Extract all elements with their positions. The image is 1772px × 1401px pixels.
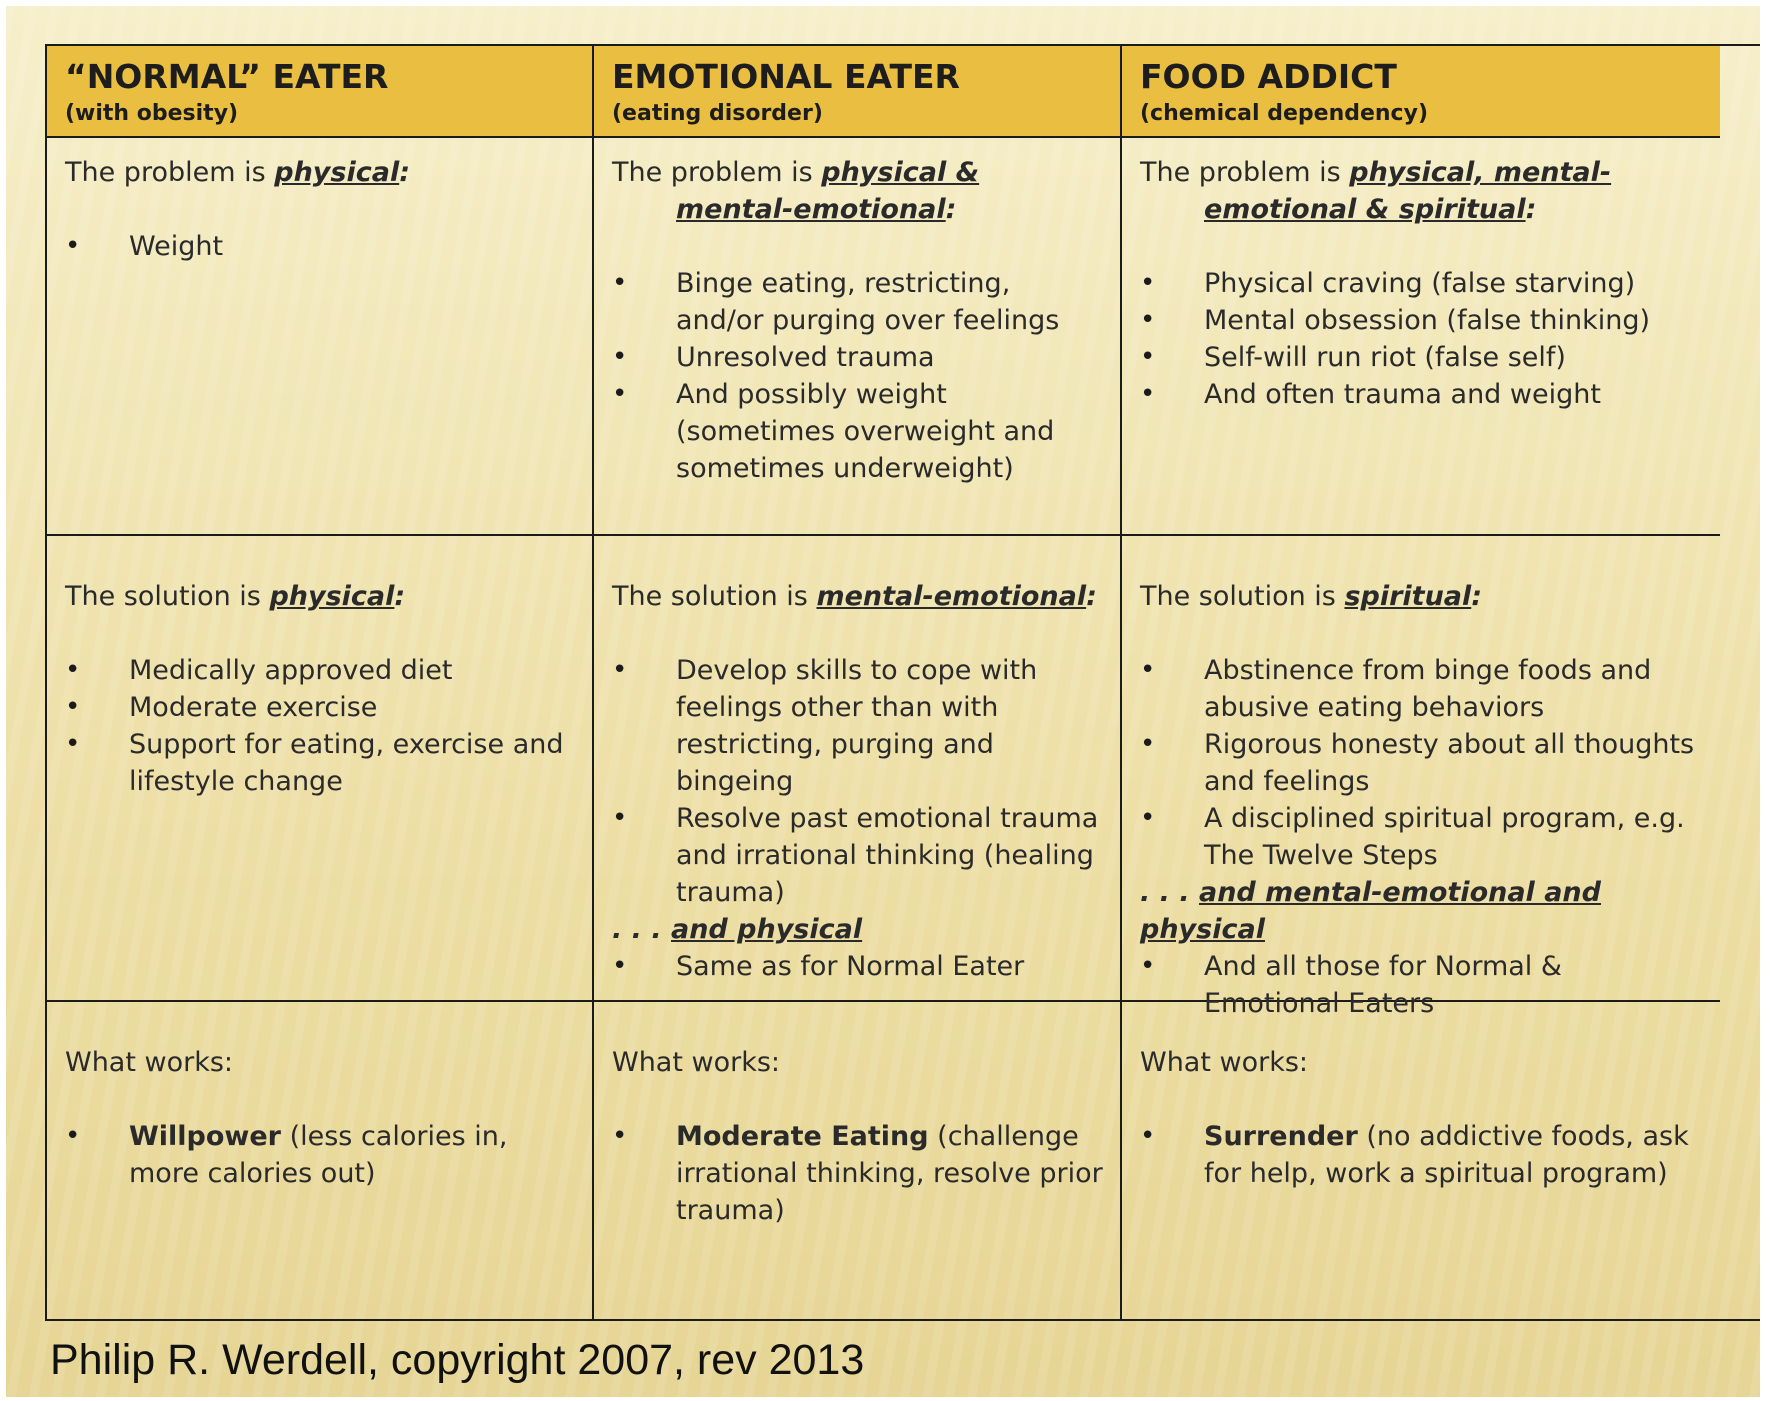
- works-normal-eater: [47, 1002, 594, 1319]
- header-normal-eater: [47, 46, 594, 138]
- solution-statement: The solution is mental-emotional:: [612, 581, 1097, 612]
- column-subtitle: (eating disorder): [612, 101, 823, 126]
- header-food-addict: [1122, 46, 1720, 138]
- list-item: • Surrender (no addictive foods, ask for help, work a spiritual program): [1140, 1118, 1704, 1192]
- column-title: “NORMAL” EATER: [65, 57, 389, 96]
- list-item: • Develop skills to cope with feelings other than with restricting, purging and bingeing: [612, 652, 1104, 800]
- problem-emphasis: physical: [274, 157, 400, 188]
- solution-list: [65, 652, 576, 800]
- works-heading: What works:: [1140, 1047, 1309, 1078]
- solution-list: [1140, 652, 1704, 874]
- list-item: • Moderate Eating (challenge irrational thinking, resolve prior trauma): [612, 1118, 1104, 1229]
- list-item: • Support for eating, exercise and lifestyle change: [65, 726, 576, 800]
- list-item: • Self-will run riot (false self): [1140, 339, 1704, 376]
- list-item: • And all those for Normal & Emotional Eaters: [1140, 948, 1704, 1022]
- works-key: Surrender: [1204, 1121, 1358, 1152]
- solution-statement: The solution is physical:: [65, 581, 406, 612]
- list-item: • Binge eating, restricting, and/or purging over feelings: [612, 265, 1104, 339]
- list-item: • Unresolved trauma: [612, 339, 1104, 376]
- problem-emphasis: physical, mental-emotional & spiritual: [1204, 157, 1612, 225]
- also-list: [1140, 948, 1704, 1022]
- list-item: • Physical craving (false starving): [1140, 265, 1704, 302]
- works-key: Moderate Eating: [676, 1121, 929, 1152]
- solution-list: [612, 652, 1104, 911]
- problem-list: [1140, 265, 1704, 413]
- works-food-addict: [1122, 1002, 1720, 1319]
- works-heading: What works:: [65, 1047, 234, 1078]
- problem-emotional-eater: [594, 138, 1122, 536]
- works-list: [1140, 1118, 1704, 1192]
- works-key: Willpower: [129, 1121, 281, 1152]
- problem-statement: The problem is physical, mental-emotional & spiritual:: [1140, 157, 1612, 225]
- header-emotional-eater: [594, 46, 1122, 138]
- list-item: • Abstinence from binge foods and abusive eating behaviors: [1140, 652, 1704, 726]
- solution-emphasis: spiritual: [1344, 581, 1472, 612]
- problem-list: [612, 265, 1104, 487]
- list-item: • Mental obsession (false thinking): [1140, 302, 1704, 339]
- solution-emotional-eater: [594, 536, 1122, 1002]
- list-item: • And often trauma and weight: [1140, 376, 1704, 413]
- column-subtitle: (chemical dependency): [1140, 101, 1428, 126]
- solution-normal-eater: [47, 536, 594, 1002]
- list-item: • A disciplined spiritual program, e.g. The Twelve Steps: [1140, 800, 1704, 874]
- problem-statement: The problem is physical & mental-emotional:: [612, 157, 980, 225]
- list-item: • And possibly weight (sometimes overweight and sometimes underweight): [612, 376, 1104, 487]
- works-list: [612, 1118, 1104, 1229]
- problem-statement: The problem is physical:: [65, 157, 411, 188]
- column-subtitle: (with obesity): [65, 101, 239, 126]
- list-item: • Resolve past emotional trauma and irrational thinking (healing trauma): [612, 800, 1104, 911]
- problem-food-addict: [1122, 138, 1720, 536]
- list-item: • Same as for Normal Eater: [612, 948, 1104, 985]
- also-heading: . . . and mental-emotional and physical: [1140, 877, 1601, 945]
- list-item: • Medically approved diet: [65, 652, 576, 689]
- solution-emphasis: mental-emotional: [816, 581, 1087, 612]
- column-title: EMOTIONAL EATER: [612, 57, 960, 96]
- column-title: FOOD ADDICT: [1140, 57, 1397, 96]
- problem-normal-eater: [47, 138, 594, 536]
- works-emotional-eater: [594, 1002, 1122, 1319]
- comparison-table: [45, 44, 1760, 1321]
- copyright-footer: Philip R. Werdell, copyright 2007, rev 2013: [50, 1336, 865, 1384]
- solution-statement: The solution is spiritual:: [1140, 581, 1483, 612]
- list-item: • Rigorous honesty about all thoughts and feelings: [1140, 726, 1704, 800]
- problem-emphasis: physical & mental-emotional: [676, 157, 980, 225]
- problem-list: [65, 228, 576, 265]
- solution-emphasis: physical: [269, 581, 395, 612]
- list-item: • Weight: [65, 228, 576, 265]
- also-heading: . . . and physical: [612, 914, 863, 945]
- works-list: [65, 1118, 576, 1192]
- list-item: • Moderate exercise: [65, 689, 576, 726]
- solution-food-addict: [1122, 536, 1720, 1019]
- works-heading: What works:: [612, 1047, 781, 1078]
- also-list: [612, 948, 1104, 985]
- list-item: • Willpower (less calories in, more calories out): [65, 1118, 576, 1192]
- slide: [6, 6, 1760, 1397]
